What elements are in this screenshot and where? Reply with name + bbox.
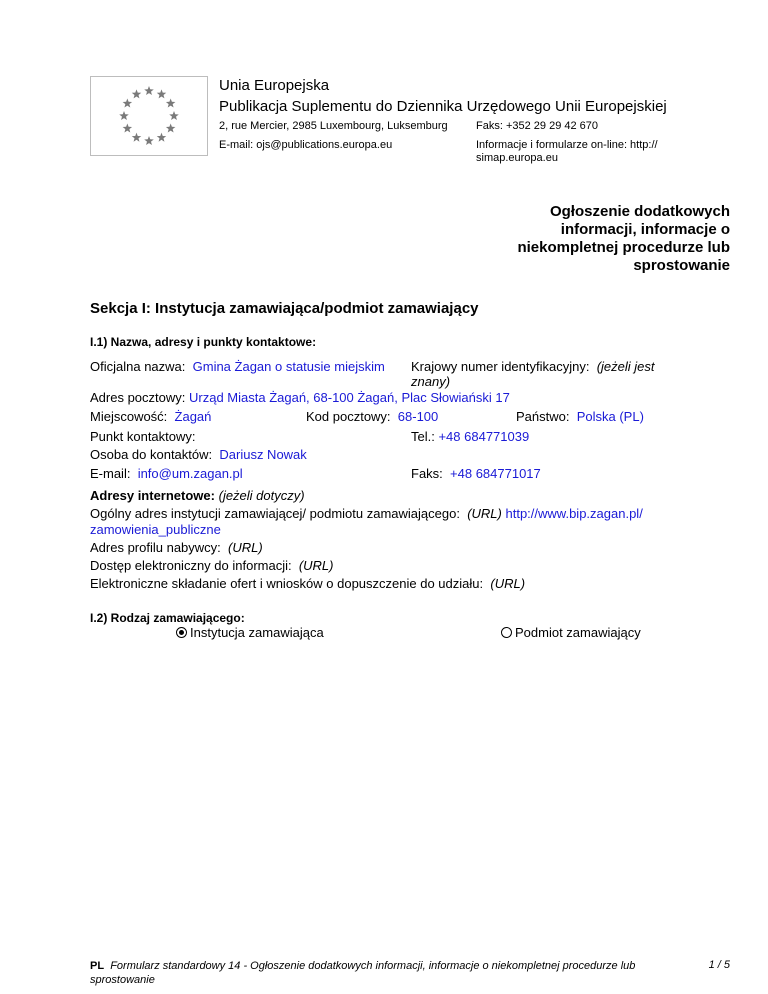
national-id-row [411,359,655,389]
postcode-value: 68-100 [397,409,439,424]
attention-label: Osoba do kontaktów: [90,447,213,462]
country-label: Państwo: [516,409,570,424]
eu-star-icon [169,111,179,120]
postal-value: Urząd Miasta Żagań, 68-100 Żagań, Plac Słowiański 17 [189,390,510,405]
header-publication: Publikacja Suplementu do Dziennika Urzędowego Unii Europejskiej [219,98,667,115]
buyer-profile-label: Adres profilu nabywcy: [90,540,221,555]
eu-stars-icon [91,77,207,155]
url-tag: (URL) [467,506,502,521]
eu-star-icon [166,124,176,133]
general-url-label: Ogólny adres instytucji zamawiającej/ podmiotu zamawiającego: [90,506,460,521]
url-tag: (URL) [490,576,526,591]
eu-star-icon [123,124,133,133]
document-title: Ogłoszenie dodatkowych informacji, informacje o niekompletnej procedurze lub sprostowanie [517,203,730,274]
tel-label: Tel.: [411,429,435,444]
footer [90,959,680,987]
electronic-submission-label: Elektroniczne składanie ofert i wniosków o dopuszczenie do udziału: [90,576,484,591]
url-tag: (URL) [298,558,334,573]
internet-addresses-row [90,488,305,503]
country-value: Polska (PL) [576,409,644,424]
contact-point-label: Punkt kontaktowy: [90,429,196,444]
header-info: Informacje i formularze on-line: http:// simap.europa.eu [476,139,658,164]
attention-value: Dariusz Nowak [219,447,307,462]
header-email: E-mail: ojs@publications.europa.eu [219,139,393,151]
postcode-label: Kod pocztowy: [306,409,391,424]
postal-label: Adres pocztowy: [90,390,186,405]
tel-value: +48 684771039 [438,429,530,444]
header-org: Unia Europejska [219,77,330,94]
fax-value: +48 684771017 [450,466,541,481]
eu-star-icon [157,133,167,142]
email-value[interactable]: info@um.zagan.pl [137,466,243,481]
radio-empty-icon[interactable] [501,627,512,638]
official-name-value: Gmina Żagan o statusie miejskim [192,359,385,374]
country-row [516,409,644,424]
national-id-note-2: znany) [411,374,451,389]
page-number: 1 / 5 [708,959,730,971]
eu-star-icon [166,99,176,108]
eu-star-icon [144,86,154,95]
electronic-submission-row [90,576,525,591]
header-fax: Faks: +352 29 29 42 670 [476,120,599,132]
option-authority[interactable] [176,625,324,640]
footer-lang: PL [90,960,105,972]
fax-label: Faks: [411,466,443,481]
eu-star-icon [144,136,154,145]
town-value: Żagań [174,409,212,424]
official-name-row [90,359,385,374]
postal-address-row [90,390,510,405]
general-url-value-2[interactable]: zamowienia_publiczne [90,522,221,537]
email-row [90,466,243,481]
email-label: E-mail: [90,466,131,481]
footer-text: Formularz standardowy 14 - Ogłoszenie dodatkowych informacji, informacje o niekompletnej procedurze lub sprostowanie [90,960,636,986]
fax-row [411,466,541,481]
electronic-access-label: Dostęp elektroniczny do informacji: [90,558,292,573]
eu-flag-logo [90,76,208,156]
eu-star-icon [132,89,142,98]
general-url-row [90,506,643,538]
internet-note: (jeżeli dotyczy) [218,488,305,503]
tel-row [411,429,529,444]
subsection-i2-title: I.2) Rodzaj zamawiającego: [90,611,245,625]
option-entity-label: Podmiot zamawiający [515,625,641,640]
radio-selected-icon[interactable] [176,627,187,638]
eu-star-icon [119,111,129,120]
subsection-i1-title: I.1) Nazwa, adresy i punkty kontaktowe: [90,335,317,349]
town-row [90,409,211,424]
general-url-value[interactable]: http://www.bip.zagan.pl/ [505,506,643,521]
section-title: Sekcja I: Instytucja zamawiająca/podmiot zamawiający [90,300,479,317]
national-id-note: (jeżeli jest [596,359,655,374]
header-address: 2, rue Mercier, 2985 Luxembourg, Luksemburg [219,120,448,132]
buyer-profile-row [90,540,263,555]
eu-star-icon [123,99,133,108]
eu-star-icon [157,89,167,98]
town-label: Miejscowość: [90,409,168,424]
option-authority-label: Instytucja zamawiająca [190,625,324,640]
attention-row [90,447,307,462]
url-tag: (URL) [228,540,263,555]
electronic-access-row [90,558,334,573]
option-entity[interactable] [501,625,641,640]
postcode-row [306,409,438,424]
official-name-label: Oficjalna nazwa: [90,359,186,374]
internet-label: Adresy internetowe: [90,488,215,503]
eu-star-icon [132,133,142,142]
national-id-label: Krajowy numer identyfikacyjny: [411,359,590,374]
